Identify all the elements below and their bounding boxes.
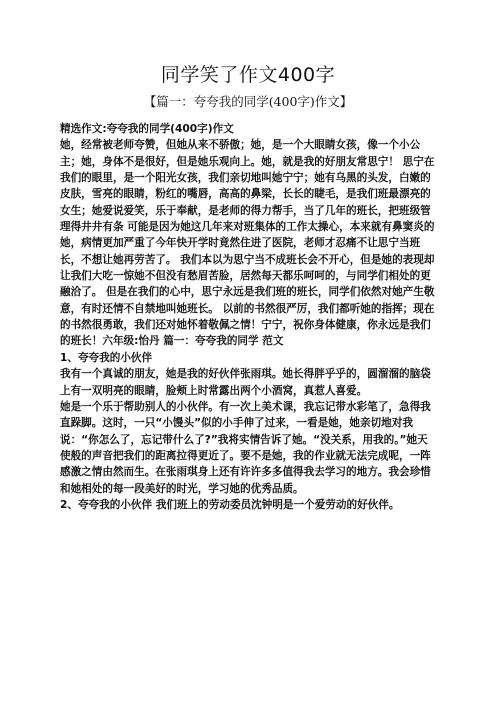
essay-heading: 精选作文:夸夸我的同学(400字)作文 [60,123,234,135]
section-heading: 1、夸夸我的小伙伴 [60,351,153,364]
body-paragraph: 她，经常被老师夸赞，但她从来不骄傲；她，是一个大眼睛女孩，像一个小公主；她，身体不是很好，但是她乐观向上。她，就是我的好朋友常思宁！ 思宁在我们的眼里，是一个阳光女孩，我们亲切地叫她宁宁；她有乌黑的头发，白嫩的皮肤，雪亮的眼睛，粉红的嘴唇，高高的鼻梁，长长的睫毛，是我们班最漂亮的女生；她爱说爱笑，乐于奉献，是老师的得力帮手，当了几年的班长，把班级管理得井井有条 可能是因为她这几年来对班集体的工作太操心，本来就有鼻窦炎的她，病情更加严重了今年快开学时竟然住进了医院，老师才忍痛不让思宁当班长，不想让她再劳苦了。 我们本以为思宁当不成班长会不开心，但是她的表现却让我们大吃一惊她不但没有愁眉苦脸，居然每天都乐呵呵的，与同学们相处的更融洽了。 但是在我们的心中，思宁永远是我们班的班长，同学们依然对她产生敬意，有时还情不自禁地叫她班长。 以前的书然很严厉，我们都听她的指挥；现在的书然很勇敢，我们还对她怀着敬佩之情！宁宁，祝你身体健康，你永远是我们的班长！六年级:怡丹 篇一：夸夸我的同学 范文 [60,139,435,348]
body-paragraph: 她是一个乐于帮助别人的小伙伴。有一次上美术课，我忘记带水彩笔了，急得我直跺脚。这时，一只“小馒头”似的小手伸了过来，一看是她，她亲切地对我说：“你怎么了，忘记带什么了?”我将实情告诉了她。“没关系，用我的。”她天使般的声音把我们的距离拉得更近了。要不是她，我的作业就无法完成呢，一阵感激之情由然而生。在张雨琪身上还有许许多多值得我去学习的地方。我会珍惜和她相处的每一段美好的时光，学习她的优秀品质。 [60,400,431,495]
document-body [60,121,438,513]
document-title: 同学笑了作文400字 [160,64,336,86]
body-paragraph: 我有一个真诚的朋友，她是我的好伙伴张雨琪。她长得胖乎乎的，圆溜溜的脑袋上有一双明亮的眼睛，脸颊上时常露出两个小酒窝，真惹人喜爱。 [60,368,431,397]
body-paragraph: 2、夸夸我的小伙伴 我们班上的劳动委员沈钟明是一个爱劳动的好伙伴。 [60,498,400,511]
document-subtitle: 【篇一：夸夸我的同学(400字)作文】 [143,94,353,109]
